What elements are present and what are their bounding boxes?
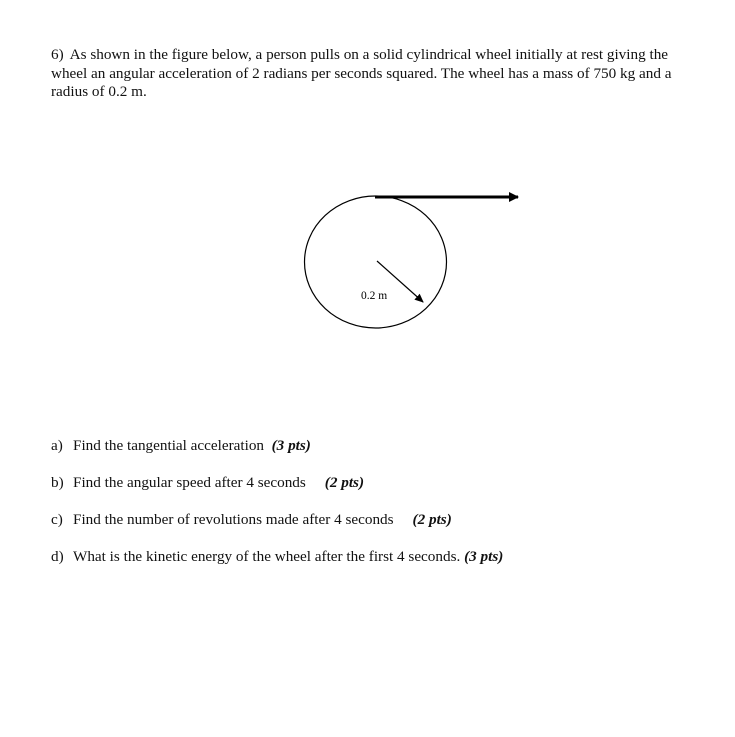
wheel-circle <box>305 196 447 328</box>
part-b-letter: b) <box>51 474 64 491</box>
part-a-points: (3 pts) <box>271 437 311 454</box>
part-d <box>51 548 503 566</box>
radius-label: 0.2 m <box>361 290 388 302</box>
part-a <box>51 437 311 455</box>
part-d-text: What is the kinetic energy of the wheel after the first 4 seconds. <box>73 548 461 565</box>
part-b-points: (2 pts) <box>324 474 365 491</box>
part-c <box>51 511 452 529</box>
part-a-text: Find the tangential acceleration <box>73 437 265 454</box>
part-b <box>51 474 364 492</box>
part-d-points: (3 pts) <box>464 548 504 565</box>
problem-text: As shown in the figure below, a person pulls on a solid cylindrical wheel initially at rest giving the wheel an angular acceleration of 2 radians per seconds squared. The wheel has a mass of 750 kg and a radius of 0.2 m. <box>51 46 672 100</box>
part-c-text: Find the number of revolutions made after 4 seconds <box>73 511 394 528</box>
part-d-letter: d) <box>51 548 64 565</box>
part-b-text: Find the angular speed after 4 seconds <box>73 474 306 491</box>
problem-number: 6) <box>51 46 64 63</box>
part-a-letter: a) <box>51 437 63 454</box>
part-c-letter: c) <box>51 511 63 528</box>
part-c-points: (2 pts) <box>412 511 452 528</box>
